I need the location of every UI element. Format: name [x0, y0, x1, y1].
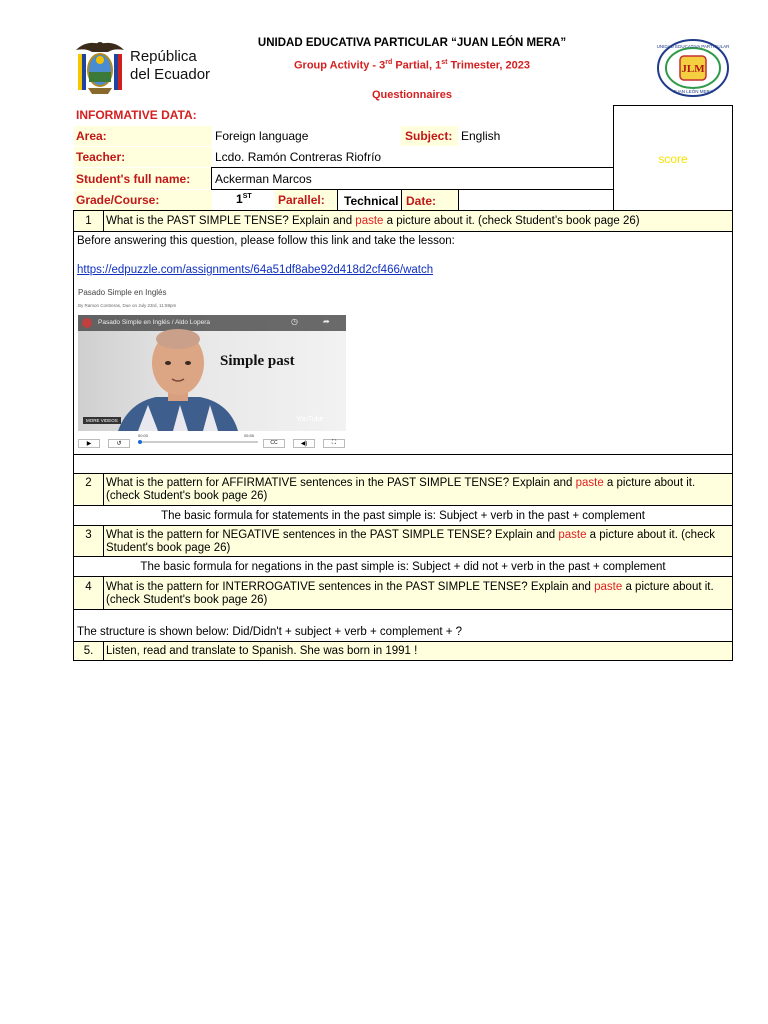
subject-label-cell: [401, 126, 458, 146]
q2-text-b: a picture about it. (check Student's book page 26): [106, 477, 696, 502]
country-line-2: del Ecuador: [130, 66, 211, 83]
question-2-text: [106, 477, 726, 503]
column-divider: [103, 210, 104, 232]
document-type: Questionnaires: [371, 89, 453, 101]
date-field[interactable]: [458, 189, 614, 211]
question-3-number: 3: [85, 529, 92, 541]
q1-text-a: What is the PAST SIMPLE TENSE? Explain and: [106, 215, 356, 227]
video-screenshot[interactable]: [78, 286, 350, 452]
column-divider: [103, 576, 104, 610]
question-3-row: [73, 525, 733, 557]
seal-top-text: UNIDAD EDUCATIVA PARTICULAR: [656, 44, 730, 49]
q3-text-red: paste: [558, 529, 587, 541]
q1-text-b: a picture about it. (check Student’s book page 26): [383, 215, 640, 227]
activity-sup-1: rd: [385, 59, 393, 66]
date-label: Date:: [406, 194, 437, 208]
youtube-brand: YouTube: [296, 416, 324, 423]
question-4-text: [106, 581, 726, 607]
progress-handle[interactable]: [138, 440, 142, 444]
school-seal-icon: [656, 38, 730, 98]
q2-text-red: paste: [575, 477, 604, 489]
question-3-answer[interactable]: [73, 556, 733, 577]
column-divider: [103, 473, 104, 506]
country-line-1: República: [130, 48, 197, 65]
question-4-number: 4: [85, 581, 92, 593]
score-label: score: [658, 152, 688, 166]
clock-icon: ◷: [291, 317, 298, 326]
question-1-answer-area[interactable]: [73, 231, 733, 455]
student-name-field[interactable]: [211, 167, 614, 190]
q3-text-b: a picture about it. (check Student's book page 26): [106, 529, 715, 554]
channel-avatar: [82, 318, 92, 328]
country-name: [130, 48, 210, 84]
activity-part-c: Trimester, 2023: [447, 59, 530, 72]
q3-answer-text: The basic formula for negations in the past simple is: Subject + did not + verb in the past + complement: [140, 561, 666, 573]
edpuzzle-link[interactable]: https://edpuzzle.com/assignments/64a51df8abe92d418d2cf466/watch: [77, 264, 434, 276]
captions-icon[interactable]: CC: [263, 439, 285, 448]
q4-text-red: paste: [594, 581, 623, 593]
progress-track[interactable]: [138, 441, 258, 443]
republica-ecuador-logo: [72, 36, 212, 98]
video-heading: Pasado Simple en Inglés: [78, 288, 167, 297]
parallel-value-cell[interactable]: [337, 189, 402, 211]
presenter-image: [118, 325, 238, 431]
video-controls: [78, 433, 346, 449]
q4-answer-text: The structure is shown below: Did/Didn't + subject + verb + complement + ?: [77, 626, 463, 638]
question-4-answer[interactable]: [73, 609, 733, 642]
seal-center-text: JLM: [681, 63, 705, 75]
activity-sup-2: st: [441, 59, 448, 66]
parallel-label: Parallel:: [278, 193, 325, 207]
q1-instruction: Before answering this question, please follow this link and take the lesson:: [77, 235, 455, 247]
grade-sup: ST: [242, 193, 252, 200]
student-value: Ackerman Marcos: [215, 172, 312, 186]
question-4-row: [73, 576, 733, 610]
teacher-value: Lcdo. Ramón Contreras Riofrío: [215, 150, 382, 164]
video-title: Pasado Simple en Inglés / Aldo Lopera: [98, 319, 211, 326]
activity-title: [212, 59, 612, 72]
coat-of-arms-icon: [72, 36, 128, 98]
video-player[interactable]: [78, 315, 346, 431]
question-1-text: [106, 215, 726, 228]
student-label: Student's full name:: [76, 172, 191, 186]
grade-value: [236, 192, 252, 206]
question-2-row: [73, 473, 733, 506]
question-1-row: [73, 210, 733, 232]
empty-row: [73, 454, 733, 474]
parallel-label-cell: [275, 190, 337, 210]
q2-answer-text: The basic formula for statements in the past simple is: Subject + verb in the past + complement: [161, 510, 645, 522]
subject-value: English: [461, 129, 501, 143]
time-start: 00:00: [138, 433, 149, 438]
question-1-number: 1: [85, 215, 92, 227]
q1-text-red: paste: [355, 215, 384, 227]
teacher-label: Teacher:: [76, 150, 126, 164]
grade-label-cell: [74, 190, 212, 210]
play-icon[interactable]: ▶: [78, 439, 100, 448]
rewind-icon[interactable]: ↺: [108, 439, 130, 448]
share-icon: ➦: [323, 317, 330, 326]
column-divider: [103, 641, 104, 661]
informative-data-heading: INFORMATIVE DATA:: [76, 108, 197, 122]
grade-label: Grade/Course:: [76, 193, 160, 207]
question-5-text: Listen, read and translate to Spanish. She was born in 1991 !: [106, 645, 418, 657]
parallel-value: Technical: [344, 194, 399, 208]
q3-text-a: What is the pattern for NEGATIVE sentences in the PAST SIMPLE TENSE? Explain and: [106, 529, 559, 541]
question-2-number: 2: [85, 477, 92, 489]
q4-text-b: a picture about it. (check Student's book page 26): [106, 581, 714, 606]
grade-number: 1: [236, 192, 243, 206]
subject-label: Subject:: [405, 129, 453, 143]
area-label: Area:: [76, 129, 107, 143]
date-label-cell: [401, 189, 459, 211]
video-byline: By Ramon Contreras, Due on July 23rd, 11:59pm: [78, 303, 177, 308]
student-label-cell: [74, 168, 212, 189]
teacher-label-cell: [74, 147, 212, 167]
question-3-text: [106, 529, 726, 555]
area-value: Foreign language: [215, 129, 309, 143]
seal-bottom-text: JUAN LEÓN MERA: [673, 89, 713, 94]
volume-icon[interactable]: ◀): [293, 439, 315, 448]
area-label-cell: [74, 126, 212, 146]
column-divider: [103, 525, 104, 557]
school-name: UNIDAD EDUCATIVA PARTICULAR “JUAN LEÓN MERA”: [257, 37, 567, 49]
question-5-row: [73, 641, 733, 661]
question-5-number: 5.: [83, 645, 94, 657]
activity-part-b: Partial, 1: [392, 59, 442, 72]
score-box[interactable]: [613, 105, 733, 211]
activity-part-a: Group Activity - 3: [294, 59, 386, 72]
school-seal: [656, 38, 730, 98]
fullscreen-icon[interactable]: ⛶: [323, 439, 345, 448]
video-caption: Simple past: [220, 353, 295, 369]
time-end: 05:55: [244, 433, 255, 438]
q4-text-a: What is the pattern for INTERROGATIVE sentences in the PAST SIMPLE TENSE? Explain and: [106, 581, 595, 593]
q2-text-a: What is the pattern for AFFIRMATIVE sentences in the PAST SIMPLE TENSE? Explain and: [106, 477, 576, 489]
more-videos[interactable]: MORE VIDEOS: [83, 417, 121, 424]
question-2-answer[interactable]: [73, 505, 733, 526]
